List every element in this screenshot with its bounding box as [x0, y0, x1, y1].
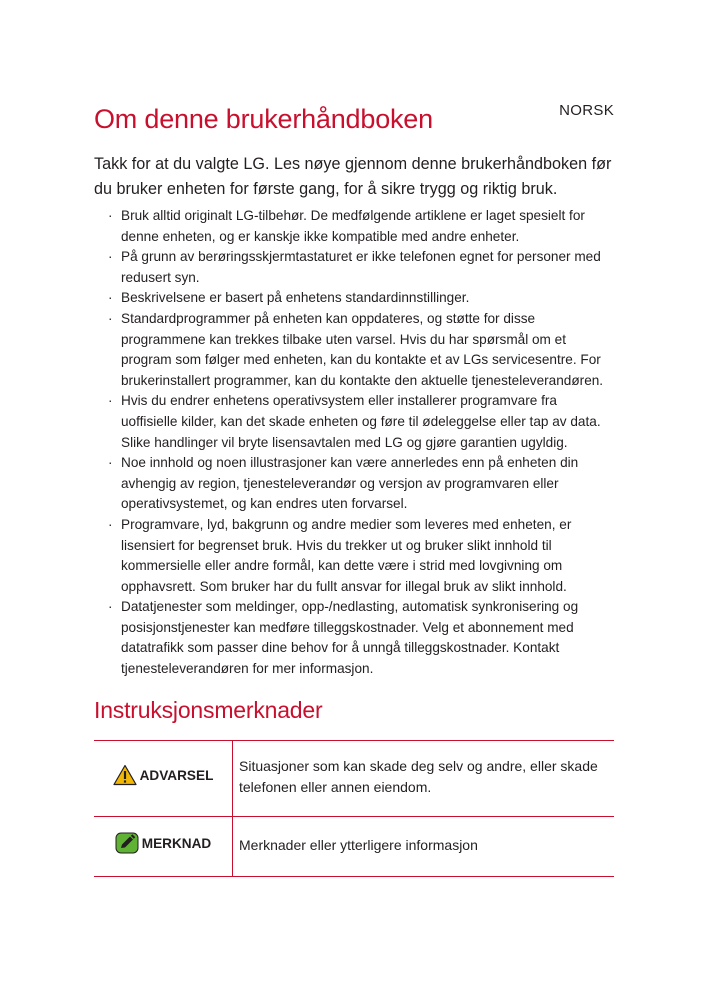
manual-page	[94, 96, 614, 877]
warning-label: ADVARSEL	[139, 767, 214, 783]
list-item-text: Bruk alltid originalt LG-tilbehør. De medfølgende artiklene er laget spesielt for denne enheten, og er kanskje ikke kompatible med andre enheter.	[121, 208, 585, 244]
list-item-text: Programvare, lyd, bakgrunn og andre medier som leveres med enheten, er lisensiert for begrenset bruk. Hvis du trekker ut og bruker slikt innhold til kommersielle eller andre formål, kan dette være i strid med lovgivning om opphavsrett. Som bruker har du fullt ansvar for illegal bruk av slikt innhold.	[121, 516, 572, 594]
warning-triangle-icon	[113, 764, 137, 786]
note-label: MERKNAD	[141, 835, 212, 851]
note-label-cell	[94, 740, 233, 816]
note-label-cell	[94, 816, 233, 876]
bullet-marker: ·	[108, 310, 113, 326]
bullet-marker: ·	[108, 290, 113, 306]
language-label: NORSK	[559, 102, 614, 119]
bullet-marker: ·	[108, 599, 113, 615]
list-item	[94, 247, 614, 288]
note-description: Merknader eller ytterligere informasjon	[239, 836, 478, 853]
list-item	[94, 309, 614, 391]
section-title: Instruksjonsmerknader	[94, 696, 323, 723]
table-row	[94, 740, 614, 816]
list-item	[94, 515, 614, 597]
list-item	[94, 597, 614, 679]
list-item-text: Noe innhold og noen illustrasjoner kan være annerledes enn på enheten din avhengig av region, tjenesteleverandør og versjon av programvaren eller operativsystemet, og kan endres uten forvarsel.	[121, 455, 579, 512]
list-item	[94, 288, 614, 309]
page-title: Om denne brukerhåndboken	[94, 104, 433, 134]
list-item	[94, 391, 614, 453]
list-item-text: Hvis du endrer enhetens operativsystem eller installerer programvare fra uoffisielle kilder, kan det skade enheten og føre til ødeleggelse eller tap av data. Slike handlinger vil bryte lisensavtalen med LG og gjøre garantien ugyldig.	[121, 393, 601, 450]
bullet-list	[94, 206, 614, 680]
list-item-text: Standardprogrammer på enheten kan oppdateres, og støtte for disse programmene kan trekkes tilbake uten varsel. Hvis du har spørsmål om et program som følger med enheten, kan du kontakte et av LGs servicesentre. For brukerinstallert programmer, kan du kontakte den aktuelle tjenesteleverandøren.	[121, 310, 604, 388]
list-item	[94, 206, 614, 247]
list-item-text: Datatjenester som meldinger, opp-/nedlasting, automatisk synkronisering og posisjonstjenester kan medføre tilleggskostnader. Velg et abonnement med datatrafikk som passer dine behov for å unngå tilleggskostnader. Kontakt tjenesteleverandøren for mer informasjon.	[121, 599, 579, 677]
pencil-note-icon	[115, 832, 139, 854]
list-item-text: Beskrivelsene er basert på enhetens standardinnstillinger.	[121, 290, 470, 306]
bullet-marker: ·	[108, 249, 113, 265]
list-item-text: På grunn av berøringsskjermtastaturet er ikke telefonen egnet for personer med redusert syn.	[121, 249, 601, 285]
notes-table	[94, 740, 614, 877]
list-item	[94, 453, 614, 515]
bullet-marker: ·	[108, 208, 113, 223]
warning-description: Situasjoner som kan skade deg selv og andre, eller skade telefonen eller annen eiendom.	[239, 758, 598, 796]
table-row	[94, 816, 614, 876]
bullet-marker: ·	[108, 516, 113, 532]
intro-paragraph: Takk for at du valgte LG. Les nøye gjennom denne brukerhåndboken før du bruker enheten for første gang, for å sikre trygg og riktig bruk.	[94, 155, 612, 198]
bullet-marker: ·	[108, 455, 113, 471]
bullet-marker: ·	[108, 393, 113, 409]
